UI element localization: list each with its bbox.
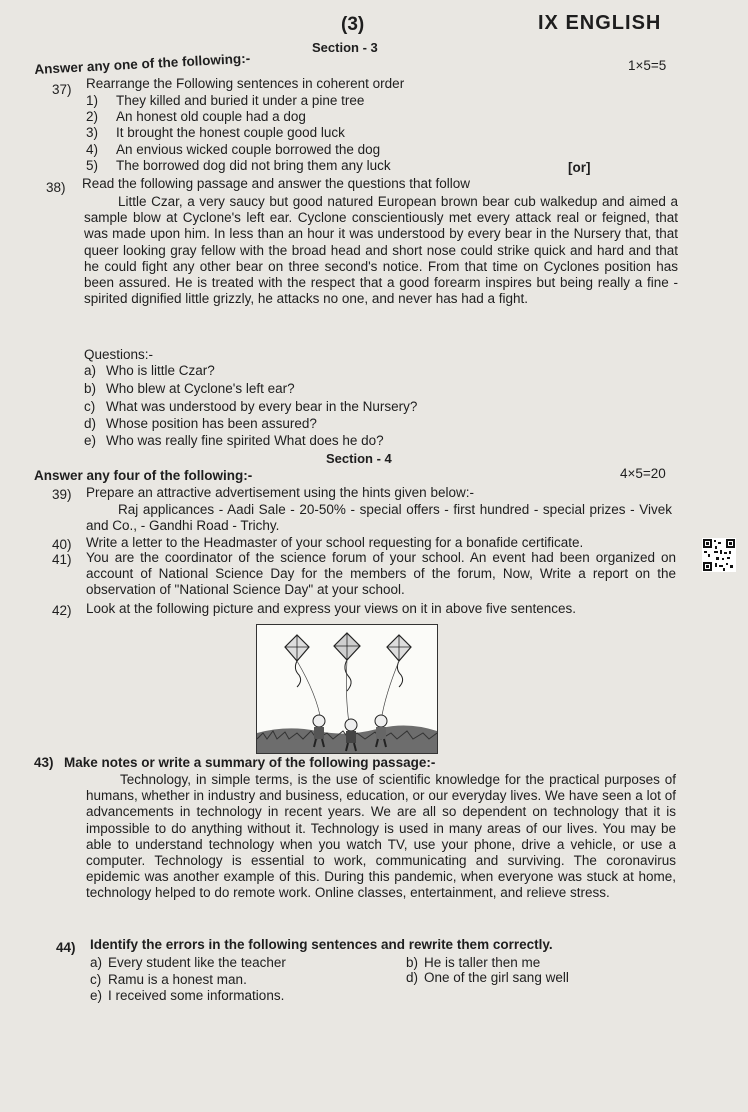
q44-item-number: a) — [90, 955, 103, 970]
q39-number: 39) — [52, 487, 72, 502]
q38-question-text: Who is little Czar? — [106, 363, 215, 378]
q37-item-number: 4) — [86, 142, 99, 157]
q38-question-number: b) — [84, 381, 97, 396]
q44-item-number: c) — [90, 972, 102, 987]
q38-question-number: d) — [84, 416, 97, 431]
q38-question-number: e) — [84, 433, 97, 448]
q38-question-number: c) — [84, 399, 96, 414]
q37-number: 37) — [52, 82, 72, 97]
q37-item-number: 3) — [86, 125, 99, 140]
section-4-marks: 4×5=20 — [620, 466, 666, 481]
q38-question-text: Who was really fine spirited What does he do? — [106, 433, 384, 448]
q43-passage-block — [86, 772, 676, 902]
q42-number: 42) — [52, 603, 72, 618]
or-label: [or] — [568, 160, 591, 175]
q44-item-number: e) — [90, 988, 103, 1003]
subject-title: IX ENGLISH — [538, 12, 662, 34]
q44-item-text: One of the girl sang well — [424, 970, 569, 985]
q38-question-text: Whose position has been assured? — [106, 416, 317, 431]
q44-item-text: Ramu is a honest man. — [108, 972, 247, 987]
q39-hints-block — [86, 502, 672, 534]
q37-item-number: 1) — [86, 93, 99, 108]
q41-block — [86, 550, 676, 599]
q44-number: 44) — [56, 940, 76, 955]
q44-item-number: b) — [406, 955, 419, 970]
kite-flying-picture — [256, 624, 438, 754]
q40-text: Write a letter to the Headmaster of your school requesting for a bonafide certificate. — [86, 535, 584, 550]
q37-item-number: 5) — [86, 158, 99, 173]
q37-prompt: Rearrange the Following sentences in coherent order — [86, 76, 405, 91]
q37-item-text: An honest old couple had a dog — [116, 109, 306, 124]
q38-question-text: What was understood by every bear in the Nursery? — [106, 399, 418, 414]
q37-item-text: They killed and buried it under a pine tree — [116, 93, 365, 108]
section-4-instruction: Answer any four of the following:- — [34, 468, 253, 483]
q43-number: 43) — [34, 755, 54, 770]
q37-item-number: 2) — [86, 109, 99, 124]
q38-prompt: Read the following passage and answer the questions that follow — [82, 176, 470, 191]
q37-item-text: It brought the honest couple good luck — [116, 125, 345, 140]
q39-prompt: Prepare an attractive advertisement using the hints given below:- — [86, 485, 474, 500]
q44-prompt: Identify the errors in the following sentences and rewrite them correctly. — [90, 937, 553, 952]
q44-item-text: I received some informations. — [108, 988, 285, 1003]
q43-prompt: Make notes or write a summary of the following passage:- — [64, 755, 436, 770]
q38-question-number: a) — [84, 363, 97, 378]
q41-number: 41) — [52, 552, 72, 567]
q43-passage: Technology, in simple terms, is the use of scientific knowledge for the practical purposes of humans, whether in industry and business, education, or our everyday lives. We have seen a lot of advancements in technology in recent years. We are all so dependent on technology that it is impossible to do anything without it. Technology is used in many areas of our lives. You may be able to understand technology when you watch TV, use your phone, drive a vehicle, or use a computer. Technology is essential to work, communicating and surviving. The coronavirus epidemic was another example of this. During this pandemic, when everyone was stuck at home, technology helped to do remote work. Online classes, entertainment, and relieve stress. — [86, 772, 676, 901]
q38-number: 38) — [46, 180, 66, 195]
q42-text: Look at the following picture and express your views on it in above five sentences. — [86, 601, 577, 616]
q39-hints: Raj applicances - Aadi Sale - 20-50% - special offers - first hundred - special prizes - Vivek and Co., - Gandhi Road - Trichy. — [86, 502, 672, 534]
q38-question-text: Who blew at Cyclone's left ear? — [106, 381, 295, 396]
section-4-title: Section - 4 — [326, 451, 392, 466]
q38-passage-block — [84, 194, 678, 307]
q40-number: 40) — [52, 537, 72, 552]
q38-passage: Little Czar, a very saucy but good natured European brown bear cub walkedup and aimed a sample blow at Cyclone's left ear. Cyclone conscientiously met every attack real or feigned, that was made upon him. In less than an hour it was understood by every bear in the Nursery that, that queer looking gray fellow with the broad head and short nose could strike quick and hard and that he could fight any other bear on three second's notice. From that time on Cyclones position has been assured. He is treated with the respect that a good forearm inspires but being really a fine - spirited dignified little grizzly, he attacks no one, and never has had a fight. — [84, 194, 678, 307]
section-3-instruction: Answer any one of the following:- — [34, 50, 251, 77]
qr-code — [702, 538, 736, 572]
q37-item-text: An envious wicked couple borrowed the dog — [116, 142, 381, 157]
section-3-label: Section - 3 — [312, 40, 378, 55]
section-3-marks: 1×5=5 — [628, 58, 667, 73]
q37-item-text: The borrowed dog did not bring them any luck — [116, 158, 391, 173]
q44-item-text: Every student like the teacher — [108, 955, 286, 970]
page-number: (3) — [341, 14, 365, 35]
q41-text: You are the coordinator of the science forum of your school. An event had been organized on account of National Science Day for the members of the forum, Now, Write a report on the observation of "National Science Day" at your school. — [86, 550, 676, 598]
q44-item-number: d) — [406, 970, 419, 985]
q38-questions-label: Questions:- — [84, 347, 154, 362]
q44-item-text: He is taller then me — [424, 955, 541, 970]
